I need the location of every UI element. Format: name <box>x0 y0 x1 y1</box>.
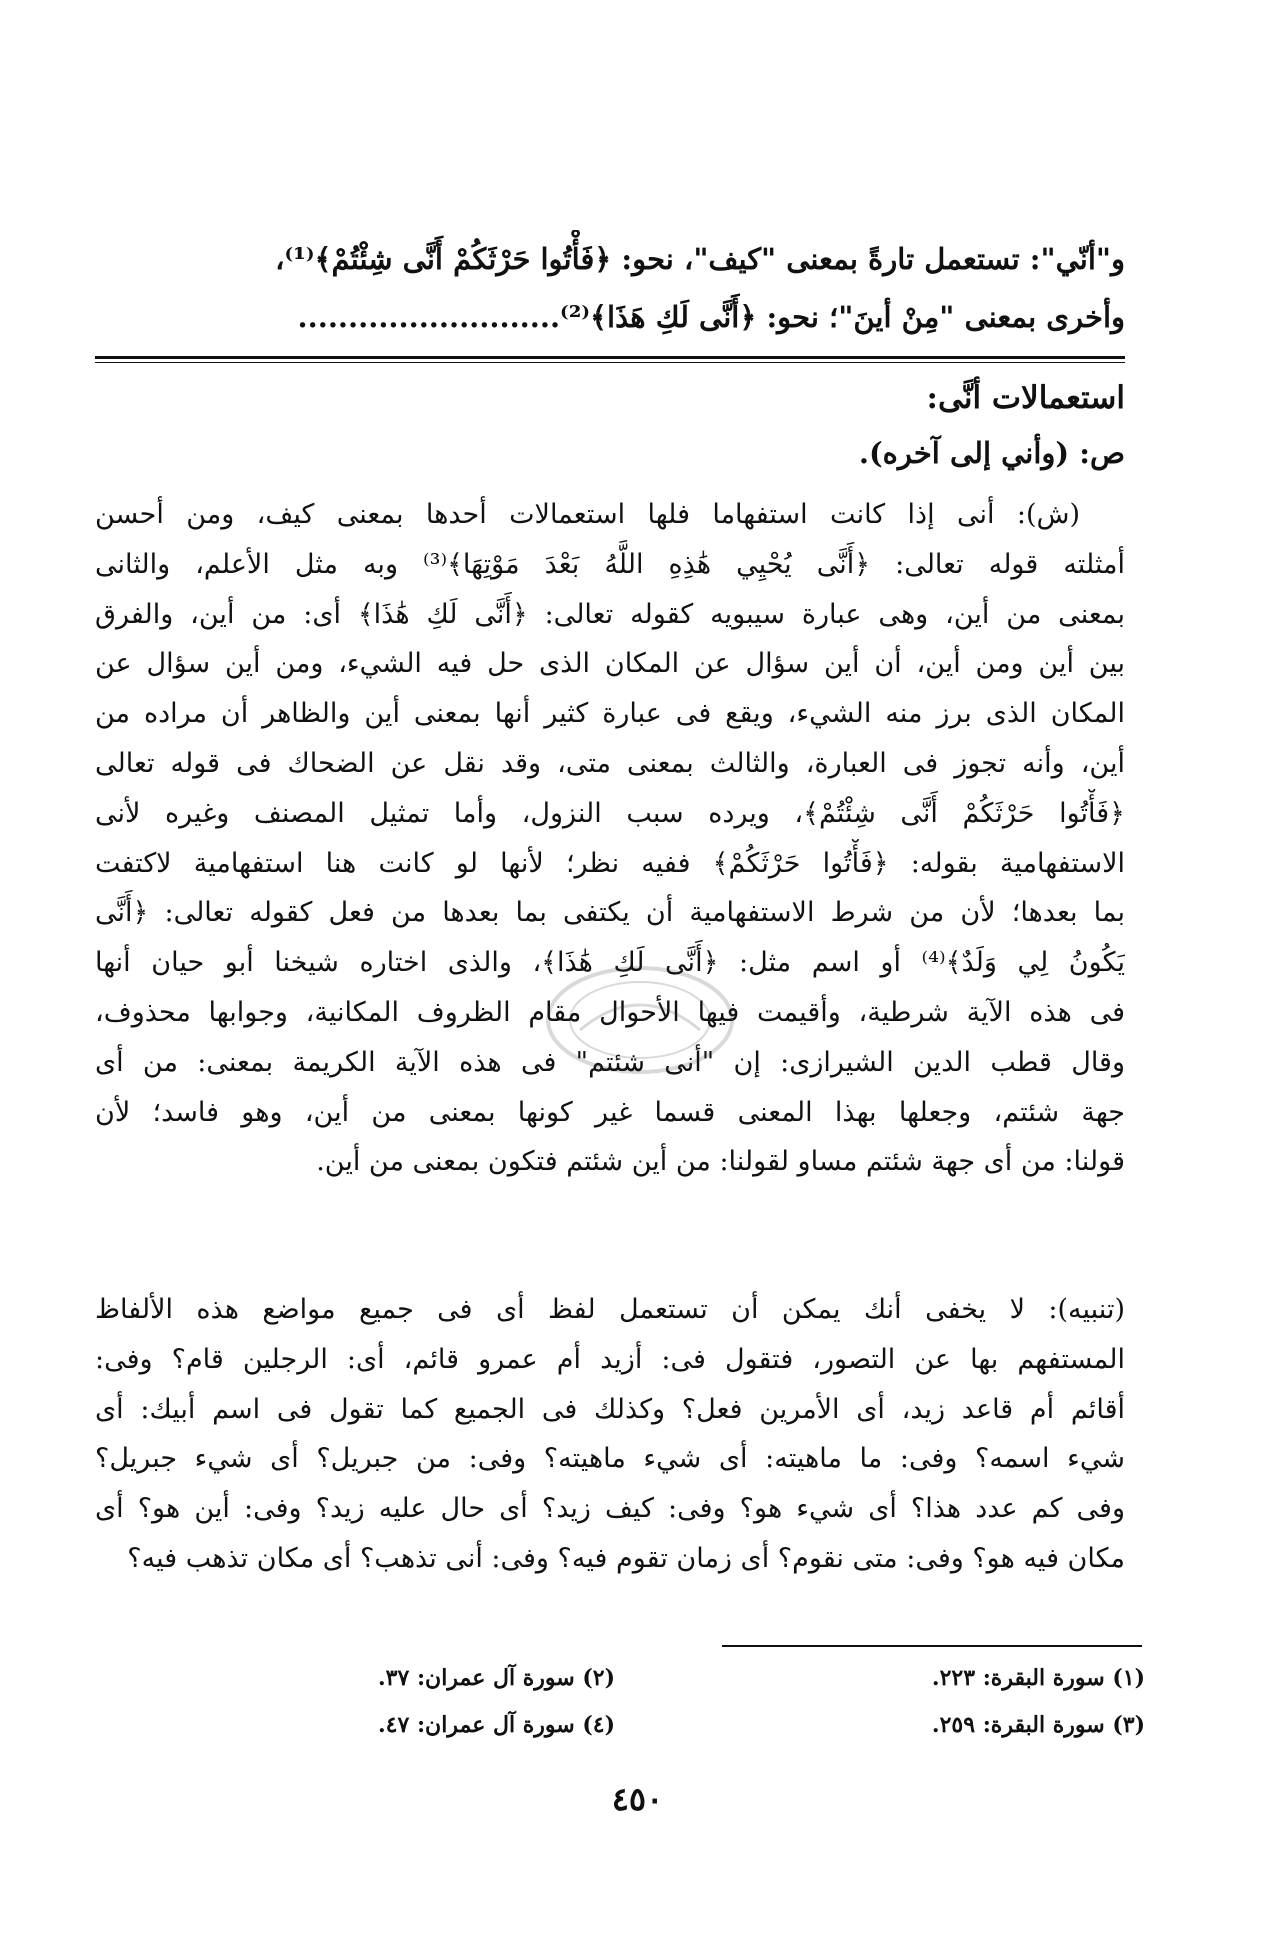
sharh-line: جهة شئتم، وجعلها بهذا المعنى قسما غير كونها بمعنى من أين، وهو فاسد؛ لأن <box>95 1096 1125 1128</box>
sharh-line: بين أين ومن أين، أن أين سؤال عن المكان الذى حل فيه الشيء، ومن أين سؤال عن <box>95 648 1125 680</box>
sharh-line: (ش): أنى إذا كانت استفهاما فلها استعمالات أحدها بمعنى كيف، ومن أحسن <box>95 499 1080 530</box>
matn-line: و"أنّي": تستعمل تارةً بمعنى "كيف"، نحو: ﴿فَأْتُوا حَرْثَكُمْ أَنَّى شِئْتُمْ﴾⁽¹⁾، <box>275 242 1125 276</box>
sharh-line: بما بعدها؛ لأن من شرط الاستفهامية أن يكتفى بما بعدها من فعل كقوله تعالى: ﴿أَنَّى <box>95 897 1125 929</box>
footnote-3: (٣) سورة البقرة: ٢٥٩. <box>931 1712 1145 1738</box>
tanbih-line: مكان فيه هو؟ وفى: متى نقوم؟ أى زمان تقوم فيه؟ وفى: أنى تذهب؟ أى مكان تذهب فيه؟ <box>127 1542 1125 1574</box>
sharh-line: قولنا: من أى جهة شئتم مساو لقولنا: من أين شئتم فتكون بمعنى من أين. <box>316 1146 1125 1178</box>
sharh-line: أين، وأنه تجوز فى العبارة، والثالث بمعنى متى، وقد نقل عن الضحاك فى قوله تعالى <box>95 747 1125 779</box>
tanbih-paragraph <box>95 1285 1125 1584</box>
sad-line: ص: (وأني إلى آخره). <box>858 436 1125 470</box>
sharh-line: فى هذه الآية شرطية، وأقيمت فيها الأحوال مقام الظروف المكانية، وجوابها محذوف، <box>95 996 1125 1028</box>
tanbih-line: شيء اسمه؟ وفى: ما ماهيته: أى شيء ماهيته؟ وفى: من جبريل؟ أى شيء جبريل؟ <box>95 1443 1125 1475</box>
tanbih-line: أقائم أم قاعد زيد، أى الأمرين فعل؟ وكذلك فى الجميع كما تقول فى اسم أبيك: أى <box>95 1393 1125 1425</box>
footnote-1: (١) سورة البقرة: ٢٢٣. <box>931 1665 1145 1691</box>
tanbih-line: (تنبيه): لا يخفى أنك يمكن أن تستعمل لفظ أى فى جميع مواضع هذه الألفاظ <box>95 1294 1125 1325</box>
sharh-line: ﴿فَأْتُوا حَرْثَكُمْ أَنَّى شِئْتُمْ﴾، ويرده سبب النزول، وأما تمثيل المصنف وغيره لأنى <box>95 797 1125 829</box>
sharh-line: المكان الذى برز منه الشيء، ويقع فى عبارة كثير أنها بمعنى أين والظاهر أن مراده من <box>95 698 1125 730</box>
section-heading: استعمالات أنَّى: <box>926 380 1125 416</box>
tanbih-line: وفى كم عدد هذا؟ أى شيء هو؟ وفى: كيف زيد؟ أى حال عليه زيد؟ وفى: أين هو؟ أى <box>95 1493 1125 1525</box>
sharh-line: بمعنى من أين، وهى عبارة سيبويه كقوله تعالى: ﴿أَنَّى لَكِ هَٰذَا﴾ أى: من أين، والفرق <box>95 598 1125 630</box>
matn-separator-rule <box>95 356 1125 366</box>
matn-text <box>95 230 1125 346</box>
page-number: ٤٥٠ <box>611 1780 664 1818</box>
matn-line: وأخرى بمعنى "مِنْ أينَ"؛ نحو: ﴿أَنَّى لَكِ هَذَا﴾⁽²⁾.......................... <box>297 300 1125 334</box>
library-seal-watermark <box>540 960 740 1080</box>
tanbih-line: المستفهم بها عن التصور، فتقول فى: أزيد أم عمرو قائم، أى: الرجلين قام؟ وفى: <box>95 1343 1125 1375</box>
sharh-line: أمثلته قوله تعالى: ﴿أَنَّى يُحْيِي هَٰذِهِ اللَّهُ بَعْدَ مَوْتِهَا﴾⁽³⁾ وبه مثل الأعلم، والثانى <box>95 548 1125 580</box>
sharh-line: يَكُونُ لِي وَلَدٌ﴾⁽⁴⁾ أو اسم مثل: ﴿أَنَّى لَكِ هَٰذَا﴾، والذى اختاره شيخنا أبو حيان أنها <box>95 947 1125 979</box>
sharh-line: الاستفهامية بقوله: ﴿فَأْتُوا حَرْثَكُمْ﴾ ففيه نظر؛ لأنها لو كانت هنا استفهامية لاكتفت <box>95 847 1125 879</box>
sharh-paragraph <box>95 490 1125 1187</box>
footnote-4: (٤) سورة آل عمران: ٤٧. <box>377 1712 615 1738</box>
footnote-2: (٢) سورة آل عمران: ٣٧. <box>377 1665 615 1691</box>
sharh-line: وقال قطب الدين الشيرازى: إن "أنى شئتم" فى هذه الآية الكريمة بمعنى: من أى <box>95 1046 1125 1078</box>
footnote-separator-rule <box>722 1645 1142 1647</box>
